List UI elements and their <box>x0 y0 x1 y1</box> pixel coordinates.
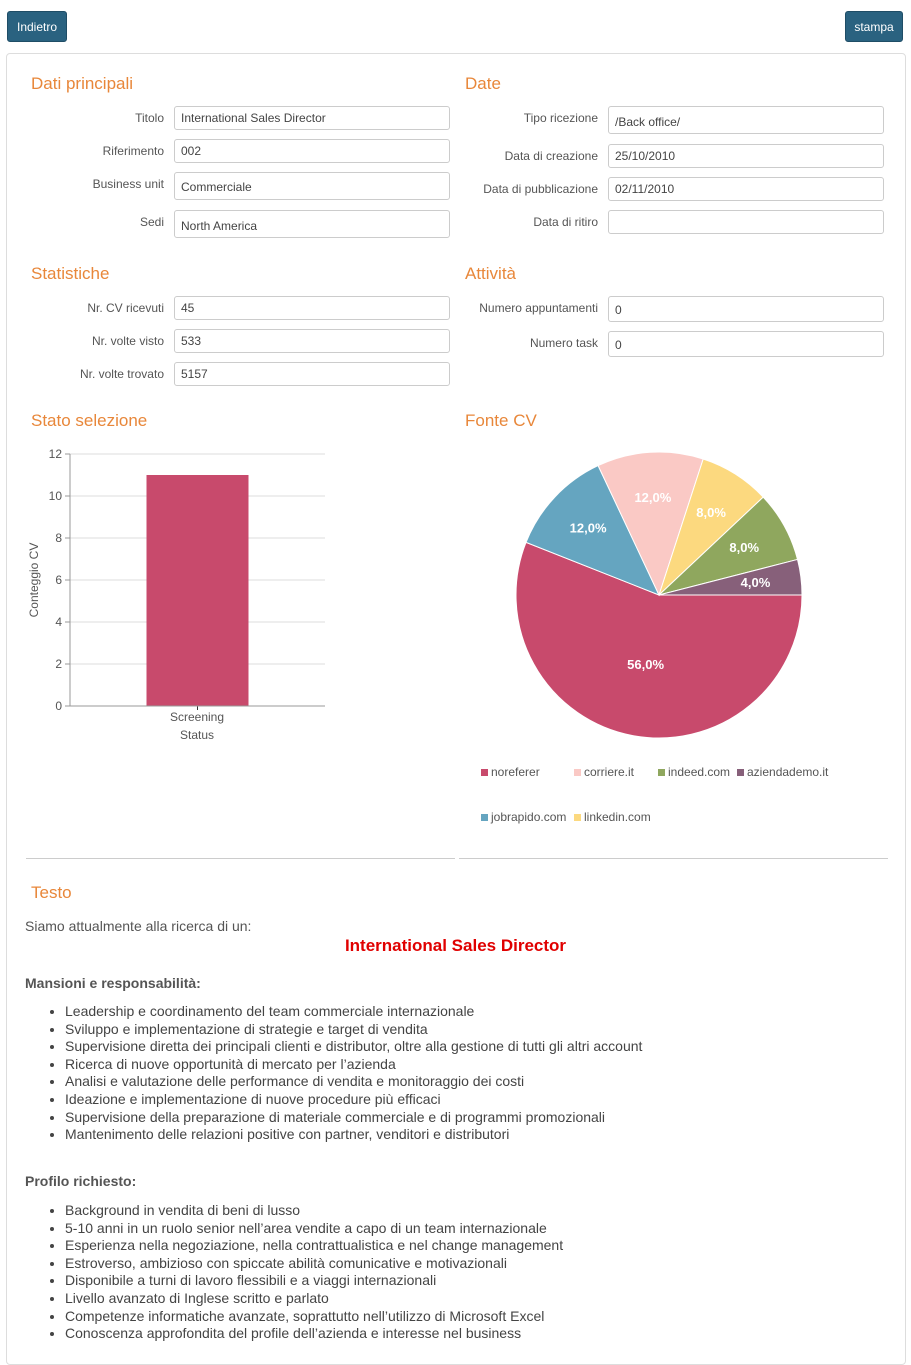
divider <box>459 858 888 859</box>
y-tick-label: 6 <box>55 573 62 587</box>
bar-category-label: Screening <box>169 710 225 724</box>
profile-title: Profilo richiesto: <box>25 1173 137 1189</box>
field-label-publication-date: Data di pubblicazione <box>483 182 598 196</box>
pie-slice-label: 8,0% <box>696 504 726 520</box>
legend-label: linkedin.com <box>584 810 651 824</box>
list-item: • Ideazione e implementazione di nuove procedure più efficaci <box>65 1091 642 1109</box>
legend-item[interactable] <box>658 765 730 779</box>
list-item: • Ricerca di nuove opportunità di mercato per l’azienda <box>65 1056 642 1074</box>
bar-y-axis-label: Conteggio CV <box>27 542 41 618</box>
legend-swatch <box>574 769 581 776</box>
pie-slice-label: 12,0% <box>569 520 607 536</box>
legend-item[interactable] <box>574 810 651 824</box>
field-label-title: Titolo <box>135 111 164 125</box>
list-item: • Conoscenza approfondita del profile dell’azienda e interesse nel business <box>65 1325 563 1343</box>
section-title-dates: Date <box>465 74 501 93</box>
legend-swatch <box>574 814 581 821</box>
legend-label: aziendademo.it <box>747 765 829 779</box>
cv-received-field[interactable]: 45 <box>174 296 450 320</box>
divider <box>26 858 455 859</box>
y-tick-label: 8 <box>55 531 62 545</box>
list-item: • 5-10 anni in un ruolo senior nell’area vendite a capo di un team internazionale <box>65 1220 563 1238</box>
list-item: • Analisi e valutazione delle performance di vendita e monitoraggio dei costi <box>65 1073 642 1091</box>
duties-title: Mansioni e responsabilità: <box>25 975 201 991</box>
list-item: • Supervisione della preparazione di materiale commerciale e di programmi promozionali <box>65 1109 642 1127</box>
creation-date-field[interactable]: 25/10/2010 <box>608 144 884 168</box>
print-button[interactable]: stampa <box>845 11 903 42</box>
pie-slice-label: 56,0% <box>627 657 665 673</box>
field-label-business-unit: Business unit <box>92 177 164 191</box>
locations-field[interactable]: North America <box>174 210 450 238</box>
field-label-times-viewed: Nr. volte visto <box>91 334 164 348</box>
withdrawal-date-field[interactable] <box>608 210 884 234</box>
bar-x-axis-label: Status <box>179 728 215 742</box>
list-item: • Sviluppo e implementazione di strategie e target di vendita <box>65 1021 642 1039</box>
legend-swatch <box>481 814 488 821</box>
field-label-creation-date: Data di creazione <box>504 149 598 163</box>
appointments-field[interactable]: 0 <box>608 296 884 322</box>
field-label-times-found: Nr. volte trovato <box>79 367 164 381</box>
section-title-cv-source: Fonte CV <box>465 411 537 430</box>
y-tick-label: 0 <box>55 699 62 713</box>
list-item: • Estroverso, ambizioso con spiccate abilità comunicative e motivazionali <box>65 1255 563 1273</box>
legend-label: indeed.com <box>668 765 731 779</box>
section-title-main: Dati principali <box>31 74 134 93</box>
pie-slice-label: 4,0% <box>740 574 771 590</box>
bar[interactable] <box>147 475 249 706</box>
list-item: • Competenze informatiche avanzate, soprattutto nell’utilizzo di Microsoft Excel <box>65 1308 563 1326</box>
y-tick-label: 4 <box>55 615 62 629</box>
field-label-tasks: Numero task <box>529 336 598 350</box>
job-headline: International Sales Director <box>344 936 567 955</box>
reference-field[interactable]: 002 <box>174 139 450 163</box>
pie-slice-label: 8,0% <box>729 540 760 556</box>
section-title-selection: Stato selezione <box>31 411 148 430</box>
legend-label: corriere.it <box>584 765 635 779</box>
intro-text: Siamo attualmente alla ricerca di un: <box>25 918 252 934</box>
legend-item[interactable] <box>574 765 634 779</box>
selection-bar-chart <box>20 440 340 750</box>
cv-source-pie-chart <box>500 440 820 750</box>
field-label-appointments: Numero appuntamenti <box>479 301 598 315</box>
list-item: • Supervisione diretta dei principali clienti e distributor, oltre alla gestione di tutti gli altri account <box>65 1038 642 1056</box>
pie-slice-label: 12,0% <box>634 489 672 505</box>
legend-swatch <box>737 769 744 776</box>
y-tick-label: 12 <box>48 447 62 461</box>
publication-date-field[interactable]: 02/11/2010 <box>608 177 884 201</box>
list-item: • Mantenimento delle relazioni positive con partner, venditori e distributori <box>65 1126 642 1144</box>
legend-item[interactable] <box>737 765 828 779</box>
profile-list <box>47 1202 563 1343</box>
field-label-cv-received: Nr. CV ricevuti <box>87 301 164 315</box>
duties-list <box>47 1003 642 1144</box>
times-viewed-field[interactable]: 533 <box>174 329 450 353</box>
legend-swatch <box>481 769 488 776</box>
y-tick-label: 10 <box>48 489 62 503</box>
y-tick-label: 2 <box>55 657 62 671</box>
legend-item[interactable] <box>481 810 566 824</box>
field-label-withdrawal-date: Data di ritiro <box>533 215 598 229</box>
list-item: • Background in vendita di beni di lusso <box>65 1202 563 1220</box>
reception-type-field[interactable]: /Back office/ <box>608 106 884 134</box>
legend-label: noreferer <box>491 765 540 779</box>
list-item: • Disponibile a turni di lavoro flessibili e a viaggi internazionali <box>65 1272 563 1290</box>
legend-item[interactable] <box>481 765 540 779</box>
title-field[interactable]: International Sales Director <box>174 106 450 130</box>
back-button[interactable]: Indietro <box>7 11 67 42</box>
field-label-reference: Riferimento <box>102 144 164 158</box>
legend-label: jobrapido.com <box>491 810 567 824</box>
tasks-field[interactable]: 0 <box>608 331 884 357</box>
legend-swatch <box>658 769 665 776</box>
section-title-stats: Statistiche <box>31 264 110 283</box>
list-item: • Livello avanzato di Inglese scritto e parlato <box>65 1290 563 1308</box>
list-item: • Leadership e coordinamento del team commerciale internazionale <box>65 1003 642 1021</box>
list-item: • Esperienza nella negoziazione, nella contrattualistica e nel change management <box>65 1237 563 1255</box>
times-found-field[interactable]: 5157 <box>174 362 450 386</box>
field-label-reception-type: Tipo ricezione <box>523 111 598 125</box>
field-label-locations: Sedi <box>139 215 164 229</box>
section-title-text: Testo <box>31 883 72 902</box>
business-unit-field[interactable]: Commerciale <box>174 172 450 200</box>
section-title-activity: Attività <box>465 264 517 283</box>
